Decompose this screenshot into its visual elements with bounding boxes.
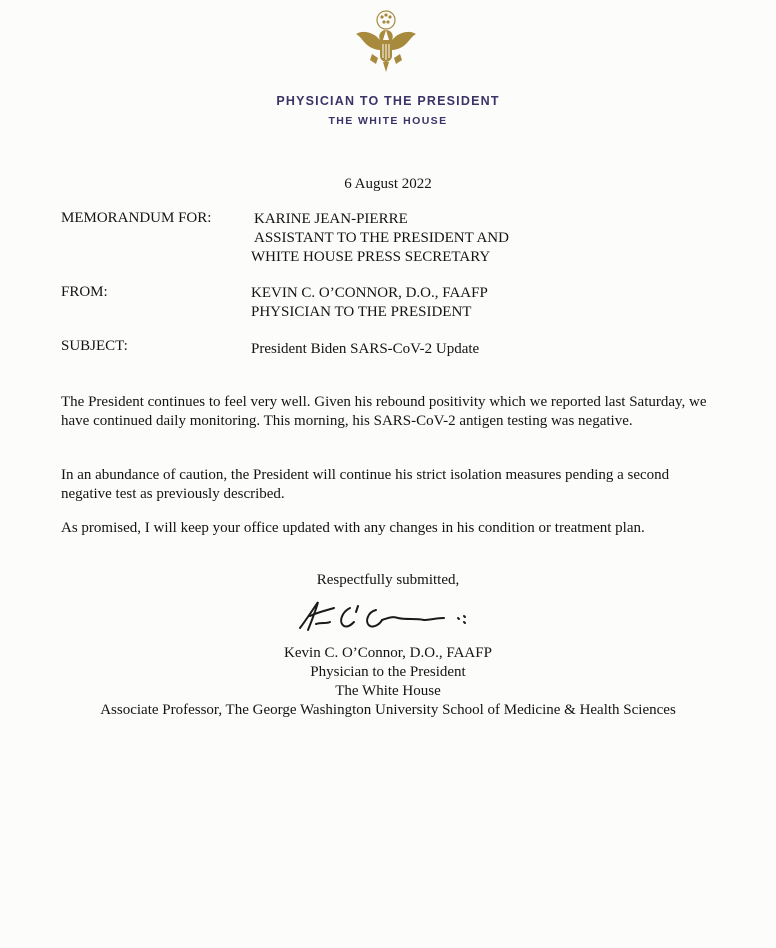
signatory-institution: The White House bbox=[335, 683, 441, 699]
recipient-title: ASSISTANT TO THE PRESIDENT AND bbox=[254, 230, 509, 246]
presidential-seal-icon bbox=[350, 6, 422, 80]
body-paragraph-1: The President continues to feel very well. Given his rebound positivity which we reported last Saturday, we have continued daily monitoring. This morning, his SARS-CoV-2 antigen testing was negative. bbox=[61, 394, 707, 429]
recipient-title-2: WHITE HOUSE PRESS SECRETARY bbox=[251, 249, 491, 265]
signature-icon bbox=[288, 594, 488, 638]
letterhead-institution: THE WHITE HOUSE bbox=[328, 115, 448, 127]
memo-for-label: MEMORANDUM FOR: bbox=[61, 210, 212, 226]
sender-title: PHYSICIAN TO THE PRESIDENT bbox=[251, 304, 472, 320]
memo-from-label: FROM: bbox=[61, 284, 108, 300]
memo-subject: President Biden SARS-CoV-2 Update bbox=[251, 341, 480, 357]
letterhead-office: PHYSICIAN TO THE PRESIDENT bbox=[276, 94, 500, 108]
signatory-name: Kevin C. O’Connor, D.O., FAAFP bbox=[284, 645, 492, 661]
recipient-name: KARINE JEAN-PIERRE bbox=[254, 211, 408, 227]
sender-name: KEVIN C. O’CONNOR, D.O., FAAFP bbox=[251, 285, 488, 301]
body-paragraph-2: In an abundance of caution, the President will continue his strict isolation measures pending a second negative test as previously described. bbox=[61, 467, 670, 502]
body-paragraph-3: As promised, I will keep your office updated with any changes in his condition or treatment plan. bbox=[61, 520, 645, 536]
closing-salutation: Respectfully submitted, bbox=[316, 572, 460, 588]
memo-date: 6 August 2022 bbox=[344, 176, 432, 192]
signatory-title: Physician to the President bbox=[310, 664, 466, 680]
memo-for-recipient bbox=[251, 210, 509, 267]
memo-from-sender bbox=[251, 284, 488, 322]
memo-subject-label: SUBJECT: bbox=[61, 338, 128, 354]
signatory-block bbox=[0, 644, 776, 720]
signatory-affiliation: Associate Professor, The George Washington University School of Medicine & Health Sciences bbox=[100, 702, 676, 718]
